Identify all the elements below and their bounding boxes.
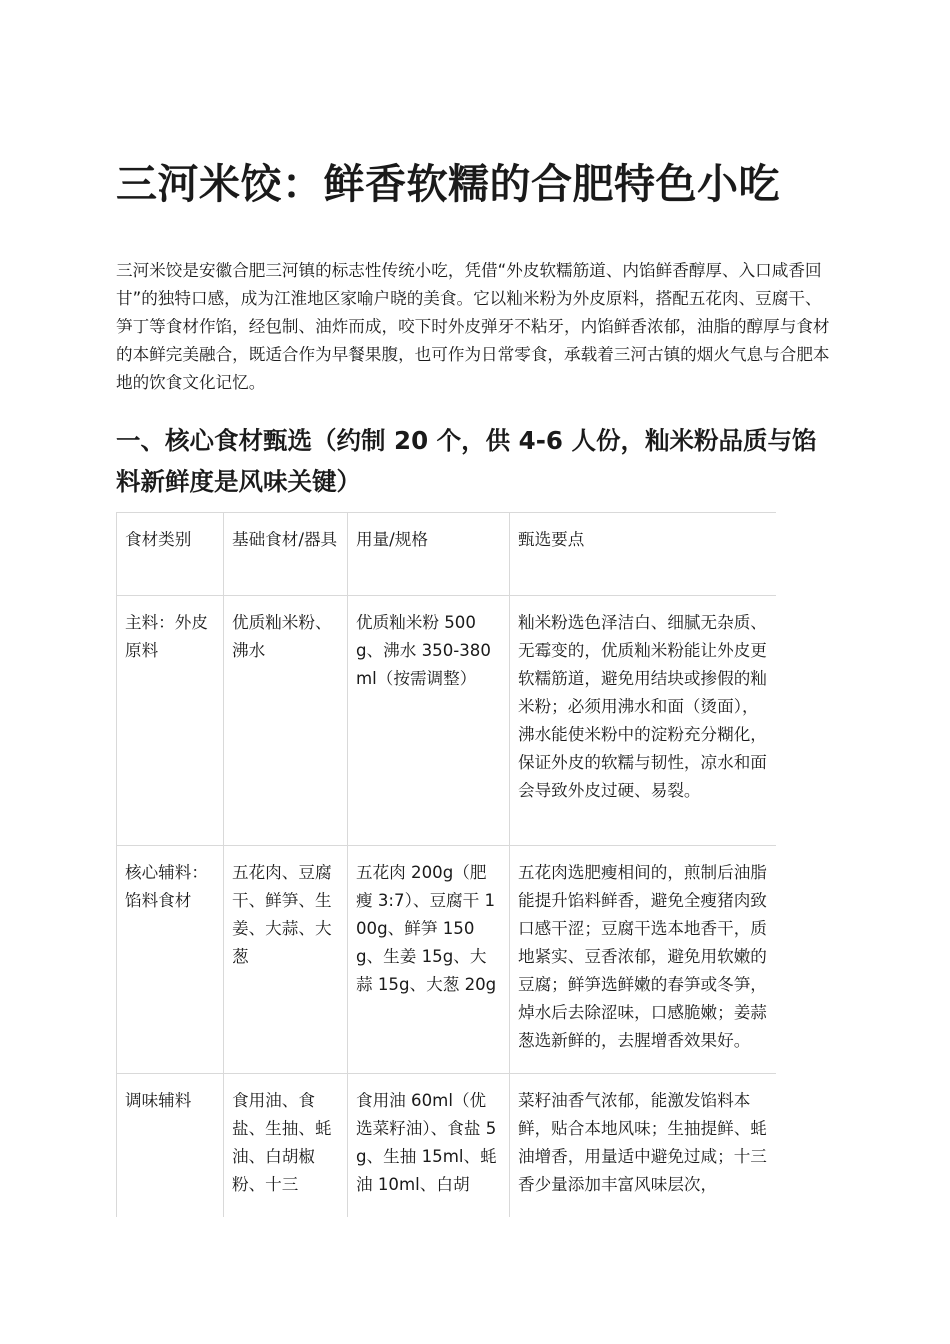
table-header-cell: 用量/规格 — [348, 513, 510, 596]
table-header-row — [117, 513, 777, 596]
table-cell-items: 优质籼米粉、沸水 — [224, 596, 348, 846]
table-row — [117, 596, 777, 846]
table-cell-amount: 食用油 60ml（优选菜籽油）、食盐 5g、生抽 15ml、蚝油 10ml、白胡 — [348, 1074, 510, 1218]
table-cell-items: 五花肉、豆腐干、鲜笋、生姜、大蒜、大葱 — [224, 846, 348, 1074]
table-cell-tips: 籼米粉选色泽洁白、细腻无杂质、无霉变的，优质籼米粉能让外皮更软糯筋道，避免用结块或掺假的籼米粉；必须用沸水和面（烫面），沸水能使米粉中的淀粉充分糊化，保证外皮的软糯与韧性，凉水和面会导致外皮过硬、易裂。 — [510, 596, 777, 846]
table-row — [117, 846, 777, 1074]
table-cell-amount: 优质籼米粉 500g、沸水 350-380ml（按需调整） — [348, 596, 510, 846]
table-cell-amount: 五花肉 200g（肥瘦 3:7）、豆腐干 100g、鲜笋 150g、生姜 15g、大蒜 15g、大葱 20g — [348, 846, 510, 1074]
table-cell-items: 食用油、食盐、生抽、蚝油、白胡椒粉、十三 — [224, 1074, 348, 1218]
ingredients-table-container — [116, 512, 776, 1217]
table-cell-category: 主料：外皮原料 — [117, 596, 224, 846]
ingredients-table — [116, 512, 776, 1217]
table-header-cell: 基础食材/器具 — [224, 513, 348, 596]
table-row — [117, 1074, 777, 1218]
table-header-cell: 食材类别 — [117, 513, 224, 596]
table-cell-tips: 五花肉选肥瘦相间的，煎制后油脂能提升馅料鲜香，避免全瘦猪肉致口感干涩；豆腐干选本地香干，质地紧实、豆香浓郁，避免用软嫩的豆腐；鲜笋选鲜嫩的春笋或冬笋，焯水后去除涩味，口感脆嫩；姜蒜葱选新鲜的，去腥增香效果好。 — [510, 846, 777, 1074]
table-cell-category: 核心辅料：馅料食材 — [117, 846, 224, 1074]
section-heading-ingredients: 一、核心食材甄选（约制 20 个，供 4-6 人份，籼米粉品质与馅料新鲜度是风味关键） — [116, 426, 817, 496]
table-header-cell: 甄选要点 — [510, 513, 777, 596]
intro-paragraph: 三河米饺是安徽合肥三河镇的标志性传统小吃，凭借“外皮软糯筋道、内馅鲜香醇厚、入口咸香回甘”的独特口感，成为江淮地区家喻户晓的美食。它以籼米粉为外皮原料，搭配五花肉、豆腐干、笋丁等食材作馅，经包制、油炸而成，咬下时外皮弹牙不粘牙，内馅鲜香浓郁，油脂的醇厚与食材的本鲜完美融合，既适合作为早餐果腹，也可作为日常零食，承载着三河古镇的烟火气息与合肥本地的饮食文化记忆。 — [116, 261, 830, 392]
table-cell-category: 调味辅料 — [117, 1074, 224, 1218]
page-title: 三河米饺：鲜香软糯的合肥特色小吃 — [116, 160, 780, 208]
table-cell-tips: 菜籽油香气浓郁，能激发馅料本鲜，贴合本地风味；生抽提鲜、蚝油增香，用量适中避免过咸；十三香少量添加丰富风味层次， — [510, 1074, 777, 1218]
